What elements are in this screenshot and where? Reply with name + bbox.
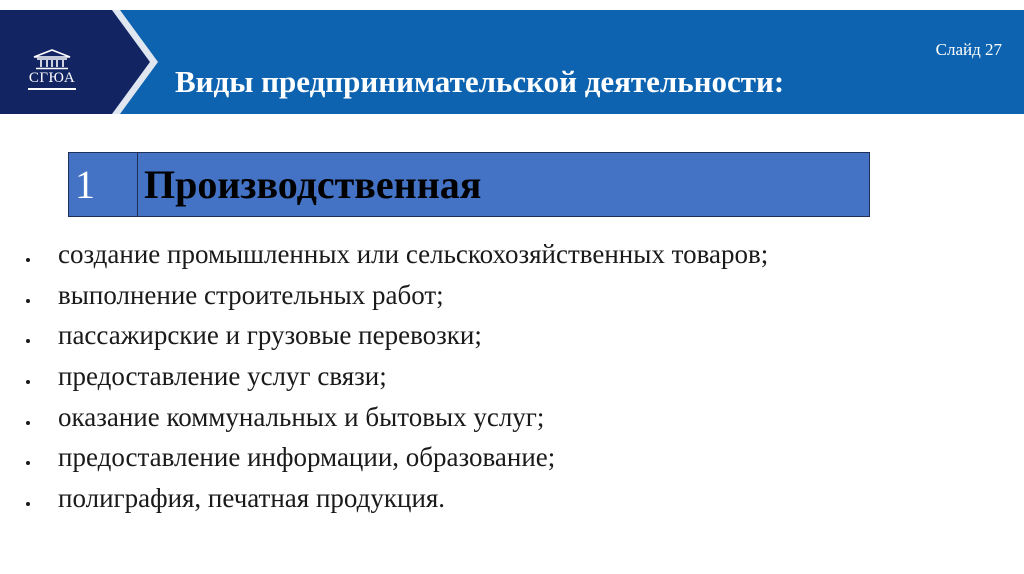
bullet-list bbox=[22, 234, 768, 519]
bullet-icon bbox=[26, 258, 30, 262]
logo-text: СГЮА bbox=[28, 70, 76, 86]
page-title: Виды предпринимательской деятельности: bbox=[175, 64, 785, 99]
list-item bbox=[22, 478, 768, 519]
building-icon bbox=[30, 48, 74, 70]
list-item-text: пассажирские и грузовые перевозки; bbox=[58, 320, 482, 351]
logo-underline bbox=[28, 88, 76, 90]
bullet-icon bbox=[26, 299, 30, 303]
list-item-text: предоставление услуг связи; bbox=[58, 361, 387, 392]
list-item-text: предоставление информации, образование; bbox=[58, 442, 556, 473]
category-name: Производственная bbox=[144, 162, 482, 207]
list-item bbox=[22, 437, 768, 478]
slide-number: Слайд 27 bbox=[935, 40, 1002, 59]
bullet-icon bbox=[26, 502, 30, 506]
list-item bbox=[22, 315, 768, 356]
bullet-icon bbox=[26, 461, 30, 465]
list-item bbox=[22, 356, 768, 397]
university-logo bbox=[15, 48, 89, 104]
category-number: 1 bbox=[69, 153, 138, 216]
list-item-text: оказание коммунальных и бытовых услуг; bbox=[58, 401, 545, 432]
bullet-icon bbox=[26, 380, 30, 384]
list-item-text: выполнение строительных работ; bbox=[58, 279, 444, 310]
list-item-text: создание промышленных или сельскохозяйственных товаров; bbox=[58, 239, 769, 269]
category-table bbox=[68, 152, 870, 217]
list-item bbox=[22, 397, 768, 438]
list-item-text: полиграфия, печатная продукция. bbox=[58, 483, 446, 514]
slide-header bbox=[0, 10, 1024, 114]
bullet-icon bbox=[26, 421, 30, 425]
bullet-icon bbox=[26, 339, 30, 343]
list-item bbox=[22, 234, 768, 275]
list-item bbox=[22, 275, 768, 316]
